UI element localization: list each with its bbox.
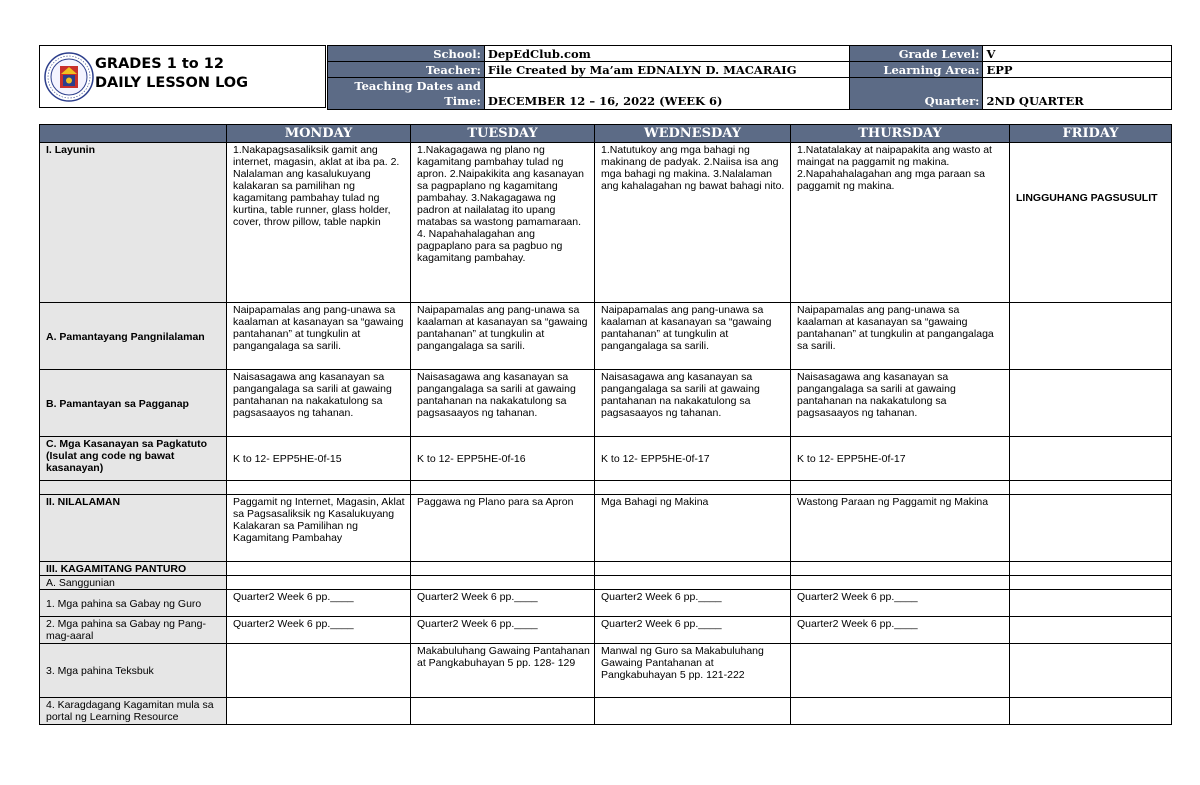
layunin-thursday: 1.Natatalakay at naipapakita ang wasto at maingat na paggamit ng makina. 2.Napahahalagahan ang mga paraan sa paggamit ng makina. <box>791 143 1010 303</box>
pamantayang-friday <box>1010 303 1172 370</box>
row-karagdagang-kagamitan <box>40 698 1172 725</box>
teksbuk-tuesday: Makabuluhang Gawaing Pantahanan at Pangkabuhayan 5 pp. 128- 129 <box>411 644 595 698</box>
kasanayan-tuesday: K to 12- EPP5HE-0f-16 <box>411 437 595 481</box>
row-gabay-mag-aaral <box>40 617 1172 644</box>
nilalaman-wednesday: Mga Bahagi ng Makina <box>595 495 791 562</box>
nilalaman-thursday: Wastong Paraan ng Paggamit ng Makina <box>791 495 1010 562</box>
title-box <box>39 45 326 108</box>
layunin-friday: LINGGUHANG PAGSUSULIT <box>1010 143 1172 303</box>
kagamitan-monday <box>227 562 411 576</box>
label-kagamitang-panturo: III. KAGAMITANG PANTURO <box>40 562 227 576</box>
teaching-dates-label <box>328 78 485 110</box>
kagamitan-tuesday <box>411 562 595 576</box>
pamantayang-wednesday: Naipapamalas ang pang-unawa sa kaalaman at kasanayan sa “gawaing pantahanan” at tungkulin at pangangalaga sa sarili. <box>595 303 791 370</box>
kasanayan-friday <box>1010 437 1172 481</box>
row-kasanayan <box>40 437 1172 481</box>
header-friday: FRIDAY <box>1010 125 1172 143</box>
sanggunian-monday <box>227 576 411 590</box>
grade-level-label: Grade Level: <box>849 46 983 62</box>
row-spacer <box>40 481 1172 495</box>
label-teksbuk: 3. Mga pahina Teksbuk <box>40 644 227 698</box>
row-sanggunian <box>40 576 1172 590</box>
school-label: School: <box>328 46 485 62</box>
sanggunian-tuesday <box>411 576 595 590</box>
quarter-value: 2ND QUARTER <box>983 78 1172 110</box>
kagamitan-wednesday <box>595 562 791 576</box>
label-kasanayan: C. Mga Kasanayan sa Pagkatuto (Isulat ang code ng bawat kasanayan) <box>40 437 227 481</box>
learning-area-value: EPP <box>983 62 1172 78</box>
gabay-guro-tuesday: Quarter2 Week 6 pp.____ <box>411 590 595 617</box>
gabay-mag-thursday: Quarter2 Week 6 pp.____ <box>791 617 1010 644</box>
row-nilalaman <box>40 495 1172 562</box>
label-pamantayan-pagganap: B. Pamantayan sa Pagganap <box>40 370 227 437</box>
kasanayan-thursday: K to 12- EPP5HE-0f-17 <box>791 437 1010 481</box>
pagganap-tuesday: Naisasagawa ang kasanayan sa pangangalaga sa sarili at gawaing pantahanan na nakakatulong sa pagsasaayos ng tahanan. <box>411 370 595 437</box>
pagganap-monday: Naisasagawa ang kasanayan sa pangangalaga sa sarili at gawaing pantahanan na nakakatulong sa pagsasaayos ng tahanan. <box>227 370 411 437</box>
row-pamantayan-pagganap <box>40 370 1172 437</box>
spacer-friday <box>1010 481 1172 495</box>
layunin-wednesday: 1.Natutukoy ang mga bahagi ng makinang de padyak. 2.Naiisa isa ang mga bahagi ng makina. 3.Nalalaman ang kahalagahan ng bawat bahagi nito. <box>595 143 791 303</box>
label-gabay-mag-aaral: 2. Mga pahina sa Gabay ng Pang-mag-aaral <box>40 617 227 644</box>
pamantayang-monday: Naipapamalas ang pang-unawa sa kaalaman at kasanayan sa “gawaing pantahanan” at tungkulin at pangangalaga sa sarili. <box>227 303 411 370</box>
sanggunian-wednesday <box>595 576 791 590</box>
header-monday: MONDAY <box>227 125 411 143</box>
header-tuesday: TUESDAY <box>411 125 595 143</box>
gabay-mag-tuesday: Quarter2 Week 6 pp.____ <box>411 617 595 644</box>
dll-title <box>95 55 248 93</box>
teksbuk-thursday <box>791 644 1010 698</box>
teacher-label: Teacher: <box>328 62 485 78</box>
row-layunin <box>40 143 1172 303</box>
teksbuk-wednesday: Manwal ng Guro sa Makabuluhang Gawaing Pantahanan at Pangkabuhayan 5 pp. 121-222 <box>595 644 791 698</box>
kasanayan-monday: K to 12- EPP5HE-0f-15 <box>227 437 411 481</box>
sanggunian-thursday <box>791 576 1010 590</box>
kagamitan-friday <box>1010 562 1172 576</box>
header-wednesday: WEDNESDAY <box>595 125 791 143</box>
row-pamantayang-pangnilalaman <box>40 303 1172 370</box>
gabay-mag-monday: Quarter2 Week 6 pp.____ <box>227 617 411 644</box>
title-line-dll: DAILY LESSON LOG <box>95 75 249 91</box>
spacer-monday <box>227 481 411 495</box>
gabay-guro-wednesday: Quarter2 Week 6 pp.____ <box>595 590 791 617</box>
teaching-dates-label-line1: Teaching Dates and <box>354 78 481 93</box>
teaching-dates-value: DECEMBER 12 – 16, 2022 (WEEK 6) <box>484 78 849 110</box>
header-thursday: THURSDAY <box>791 125 1010 143</box>
karagdagang-thursday <box>791 698 1010 725</box>
teksbuk-friday <box>1010 644 1172 698</box>
nilalaman-tuesday: Paggawa ng Plano para sa Apron <box>411 495 595 562</box>
pamantayang-tuesday: Naipapamalas ang pang-unawa sa kaalaman at kasanayan sa “gawaing pantahanan” at tungkulin at pangangalaga sa sarili. <box>411 303 595 370</box>
sanggunian-friday <box>1010 576 1172 590</box>
gabay-mag-wednesday: Quarter2 Week 6 pp.____ <box>595 617 791 644</box>
label-sanggunian: A. Sanggunian <box>40 576 227 590</box>
deped-seal-icon <box>44 52 94 102</box>
spacer-tuesday <box>411 481 595 495</box>
label-karagdagang-kagamitan: 4. Karagdagang Kagamitan mula sa portal ng Learning Resource <box>40 698 227 725</box>
title-line-grades: GRADES 1 to 12 <box>95 56 224 72</box>
day-header-row <box>40 125 1172 143</box>
gabay-mag-friday <box>1010 617 1172 644</box>
dll-table <box>39 124 1172 725</box>
karagdagang-tuesday <box>411 698 595 725</box>
nilalaman-monday: Paggamit ng Internet, Magasin, Aklat sa Pagsasaliksik ng Kasalukuyang Kalakaran sa Pamilihan ng Kagamitang Pambahay <box>227 495 411 562</box>
kagamitan-thursday <box>791 562 1010 576</box>
quarter-label: Quarter: <box>849 78 983 110</box>
spacer-thursday <box>791 481 1010 495</box>
grade-level-value: V <box>983 46 1172 62</box>
row-teksbuk <box>40 644 1172 698</box>
karagdagang-friday <box>1010 698 1172 725</box>
label-gabay-guro: 1. Mga pahina sa Gabay ng Guro <box>40 590 227 617</box>
label-pamantayang-pangnilalaman: A. Pamantayang Pangnilalaman <box>40 303 227 370</box>
label-nilalaman: II. NILALAMAN <box>40 495 227 562</box>
layunin-tuesday: 1.Nakagagawa ng plano ng kagamitang pambahay tulad ng apron. 2.Naipakikita ang kasanayan sa pagpaplano ng kagamitang pambahay. 3.Nakagagawa ng padron at nailalatag ito upang matabas sa wastong pamamaraan. 4. Napahahalagahan ang pagpaplano para sa pagbuo ng kagamitang pambahay. <box>411 143 595 303</box>
header-blank-cell <box>40 125 227 143</box>
spacer-label <box>40 481 227 495</box>
pamantayang-thursday: Naipapamalas ang pang-unawa sa kaalaman at kasanayan sa “gawaing pantahanan” at tungkulin at pangangalaga sa sarili. <box>791 303 1010 370</box>
karagdagang-monday <box>227 698 411 725</box>
teaching-dates-label-line2: Time: <box>444 93 481 108</box>
pagganap-wednesday: Naisasagawa ang kasanayan sa pangangalaga sa sarili at gawaing pantahanan na nakakatulong sa pagsasaayos ng tahanan. <box>595 370 791 437</box>
gabay-guro-friday <box>1010 590 1172 617</box>
pagganap-friday <box>1010 370 1172 437</box>
pagganap-thursday: Naisasagawa ang kasanayan sa pangangalaga sa sarili at gawaing pantahanan na nakakatulong sa pagsasaayos ng tahanan. <box>791 370 1010 437</box>
row-kagamitang-panturo <box>40 562 1172 576</box>
layunin-monday: 1.Nakapagsasaliksik gamit ang internet, magasin, aklat at iba pa. 2. Nalalaman ang kasalukuyang kalakaran sa pamilihan ng kagamitang pambahay tulad ng kurtina, table runner, glass holder, cover, throw pillow, table napkin <box>227 143 411 303</box>
teacher-value: File Created by Ma’am EDNALYN D. MACARAIG <box>484 62 849 78</box>
spacer-wednesday <box>595 481 791 495</box>
karagdagang-wednesday <box>595 698 791 725</box>
header-info-table <box>327 45 1172 110</box>
school-value: DepEdClub.com <box>484 46 849 62</box>
label-layunin: I. Layunin <box>40 143 227 303</box>
kasanayan-wednesday: K to 12- EPP5HE-0f-17 <box>595 437 791 481</box>
gabay-guro-thursday: Quarter2 Week 6 pp.____ <box>791 590 1010 617</box>
learning-area-label: Learning Area: <box>849 62 983 78</box>
dll-header <box>39 45 1172 109</box>
nilalaman-friday <box>1010 495 1172 562</box>
teksbuk-monday <box>227 644 411 698</box>
gabay-guro-monday: Quarter2 Week 6 pp.____ <box>227 590 411 617</box>
row-gabay-guro <box>40 590 1172 617</box>
